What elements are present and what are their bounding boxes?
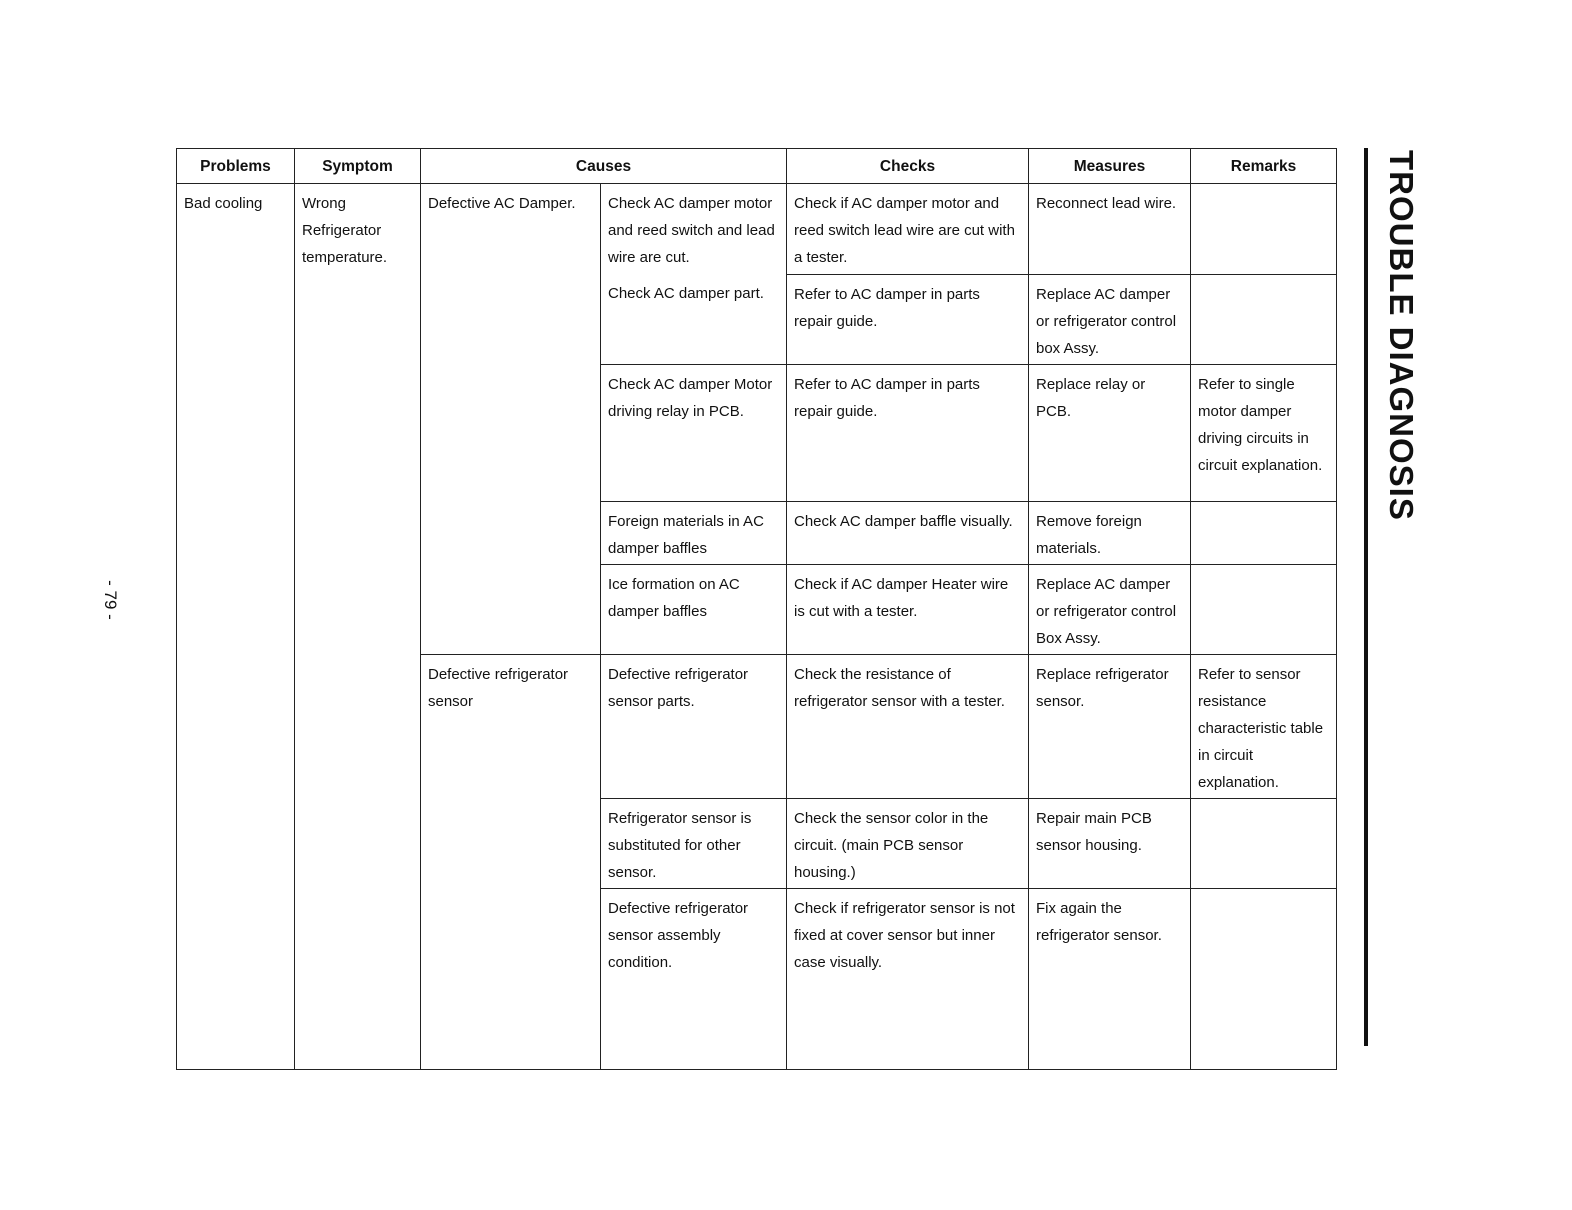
remark-cell (1191, 184, 1337, 275)
side-divider-line (1364, 148, 1368, 1046)
check-cell: Refer to AC damper in parts repair guide. (787, 364, 1029, 501)
remark-cell (1191, 564, 1337, 654)
header-problems: Problems (177, 149, 295, 184)
remark-cell (1191, 798, 1337, 888)
measure-cell: Replace AC damper or refrigerator control box Assy. (1029, 274, 1191, 364)
cause-detail-cell: Check AC damper Motor driving relay in PCB. (601, 364, 787, 501)
page-number: - 79 - (100, 580, 120, 620)
cause-detail-cell: Check AC damper part. (601, 274, 787, 364)
measure-cell: Replace relay or PCB. (1029, 364, 1191, 501)
check-cell: Check if AC damper Heater wire is cut with a tester. (787, 564, 1029, 654)
trouble-diagnosis-table (176, 148, 1337, 1070)
header-symptom: Symptom (295, 149, 421, 184)
cause-detail-cell: Defective refrigerator sensor parts. (601, 654, 787, 798)
diagnosis-table-wrapper (176, 148, 1337, 1070)
remark-cell: Refer to sensor resistance characteristic table in circuit explanation. (1191, 654, 1337, 798)
check-cell: Refer to AC damper in parts repair guide. (787, 274, 1029, 364)
check-cell: Check if AC damper motor and reed switch lead wire are cut with a tester. (787, 184, 1029, 275)
remark-cell (1191, 888, 1337, 1069)
header-remarks: Remarks (1191, 149, 1337, 184)
check-cell: Check the resistance of refrigerator sensor with a tester. (787, 654, 1029, 798)
cause-detail-cell: Defective refrigerator sensor assembly condition. (601, 888, 787, 1069)
cause-detail-cell: Ice formation on AC damper baffles (601, 564, 787, 654)
remark-cell (1191, 501, 1337, 564)
cause-detail-cell: Refrigerator sensor is substituted for other sensor. (601, 798, 787, 888)
problem-cell: Bad cooling (177, 184, 295, 1070)
side-title-text: TROUBLE DIAGNOSIS (1383, 150, 1420, 521)
header-causes: Causes (421, 149, 787, 184)
measure-cell: Replace AC damper or refrigerator control Box Assy. (1029, 564, 1191, 654)
measure-cell: Fix again the refrigerator sensor. (1029, 888, 1191, 1069)
cause-cell: Defective AC Damper. (421, 184, 601, 655)
measure-cell: Remove foreign materials. (1029, 501, 1191, 564)
cause-cell: Defective refrigerator sensor (421, 654, 601, 1069)
symptom-cell: Wrong Refrigerator temperature. (295, 184, 421, 1070)
measure-cell: Replace refrigerator sensor. (1029, 654, 1191, 798)
measure-cell: Repair main PCB sensor housing. (1029, 798, 1191, 888)
side-title (1380, 150, 1420, 580)
check-cell: Check if refrigerator sensor is not fixed at cover sensor but inner case visually. (787, 888, 1029, 1069)
check-cell: Check the sensor color in the circuit. (main PCB sensor housing.) (787, 798, 1029, 888)
table-row (177, 184, 1337, 275)
check-cell: Check AC damper baffle visually. (787, 501, 1029, 564)
header-checks: Checks (787, 149, 1029, 184)
header-row (177, 149, 1337, 184)
cause-detail-cell: Foreign materials in AC damper baffles (601, 501, 787, 564)
remark-cell: Refer to single motor damper driving circuits in circuit explanation. (1191, 364, 1337, 501)
measure-cell: Reconnect lead wire. (1029, 184, 1191, 275)
remark-cell (1191, 274, 1337, 364)
cause-detail-cell: Check AC damper motor and reed switch and lead wire are cut. (601, 184, 787, 275)
header-measures: Measures (1029, 149, 1191, 184)
